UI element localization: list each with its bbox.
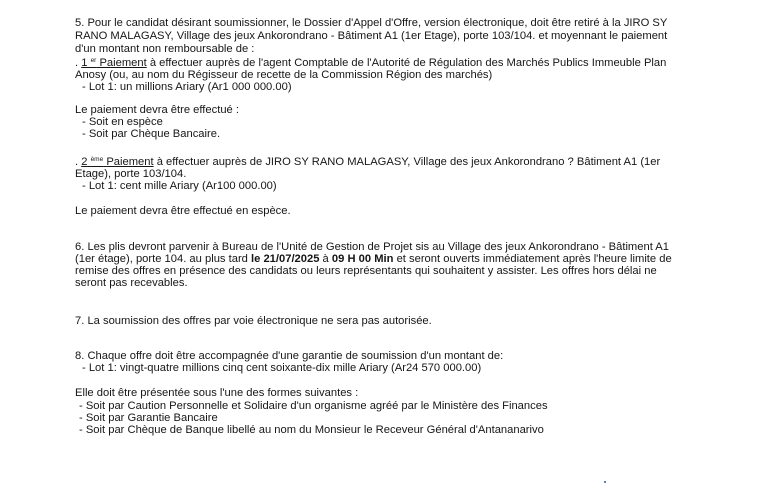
- payment-1-line-2: Anosy (ou, au nom du Régisseur de recette de la Commission Région des marchés): [75, 69, 493, 81]
- s6-line-2-end: et seront ouverts immédiatement après l'heure limite de: [393, 253, 672, 265]
- s7-line-1: 7. La soumission des offres par voie électronique ne sera pas autorisée.: [75, 315, 432, 327]
- payment-2-lot: - Lot 1: cent mille Ariary (Ar100 000.00): [82, 180, 277, 192]
- payment-1-prefix: .: [75, 57, 82, 69]
- s6-line-4: seront pas recevables.: [75, 277, 188, 289]
- s5-line-2: RANO MALAGASY, Village des jeux Ankorondrano - Bâtiment A1 (1er Etage), porte 103/104. et moyennant le paiement: [75, 30, 668, 42]
- deadline-date: le 21/07/2025: [251, 253, 320, 265]
- s6-line-3: remise des offres en présence des candidats ou leurs représentants qui souhaitent y assister. Les offres hors délai ne: [75, 265, 657, 277]
- payment-2-superscript: ème: [90, 156, 104, 163]
- payment-2-line-2: Etage), porte 103/104.: [75, 168, 187, 180]
- payment-option-1: - Soit en espèce: [82, 116, 163, 128]
- form-option-3: - Soit par Chèque de Banque libellé au nom du Monsieur le Receveur Général d'Antananarivo: [79, 424, 544, 436]
- payment-2-prefix: .: [75, 156, 82, 168]
- payment-1-superscript: er: [90, 57, 97, 64]
- s8-line-1: 8. Chaque offre doit être accompagnée d'une garantie de soumission d'un montant de:: [75, 350, 504, 362]
- form-option-2: - Soit par Garantie Bancaire: [79, 412, 218, 424]
- payment-2-rest: à effectuer auprès de JIRO SY RANO MALAGASY, Village des jeux Ankorondrano ? Bâtiment A1 (1er: [153, 156, 661, 168]
- payment-2-method: Le paiement devra être effectué en espèce.: [75, 205, 291, 217]
- payment-2-number: 2: [81, 156, 88, 168]
- form-option-1: - Soit par Caution Personnelle et Solidaire d'un organisme agréé par le Ministère des Finances: [79, 400, 548, 412]
- payment-1-number: 1: [81, 57, 88, 69]
- s5-line-3: d'un montant non remboursable de :: [75, 43, 255, 55]
- forms-intro: Elle doit être présentée sous l'une des formes suivantes :: [75, 387, 359, 399]
- s5-line-1: 5. Pour le candidat désirant soumissionner, le Dossier d'Appel d'Offre, version électronique, doit être retiré à la JIRO SY: [75, 17, 668, 29]
- payment-2-word: Paiement: [106, 156, 154, 168]
- payment-1-rest: à effectuer auprès de l'agent Comptable de l'Autorité de Régulation des Marchés Publics Immeuble Plan: [146, 57, 667, 69]
- s6-line-1: 6. Les plis devront parvenir à Bureau de l'Unité de Gestion de Projet sis au Village des jeux Ankorondrano - Bâtiment A1: [75, 241, 669, 253]
- payment-option-2: - Soit par Chèque Bancaire.: [82, 128, 221, 140]
- payment-intro: Le paiement devra être effectué :: [75, 104, 239, 116]
- payment-2-heading: [81, 156, 153, 168]
- payment-1-heading: [81, 57, 147, 69]
- s6-line-2-start: (1er étage), porte 104. au plus tard: [75, 253, 252, 265]
- s6-line-2-connector: à: [319, 253, 332, 265]
- payment-1-word: Paiement: [99, 57, 147, 69]
- payment-1-lot: - Lot 1: un millions Ariary (Ar1 000 000.00): [82, 81, 292, 93]
- guarantee-lot: - Lot 1: vingt-quatre millions cinq cent soixante-dix mille Ariary (Ar24 570 000.00): [82, 362, 482, 374]
- deadline-time: 09 H 00 Min: [331, 253, 394, 265]
- stray-ink-dot: [604, 481, 606, 483]
